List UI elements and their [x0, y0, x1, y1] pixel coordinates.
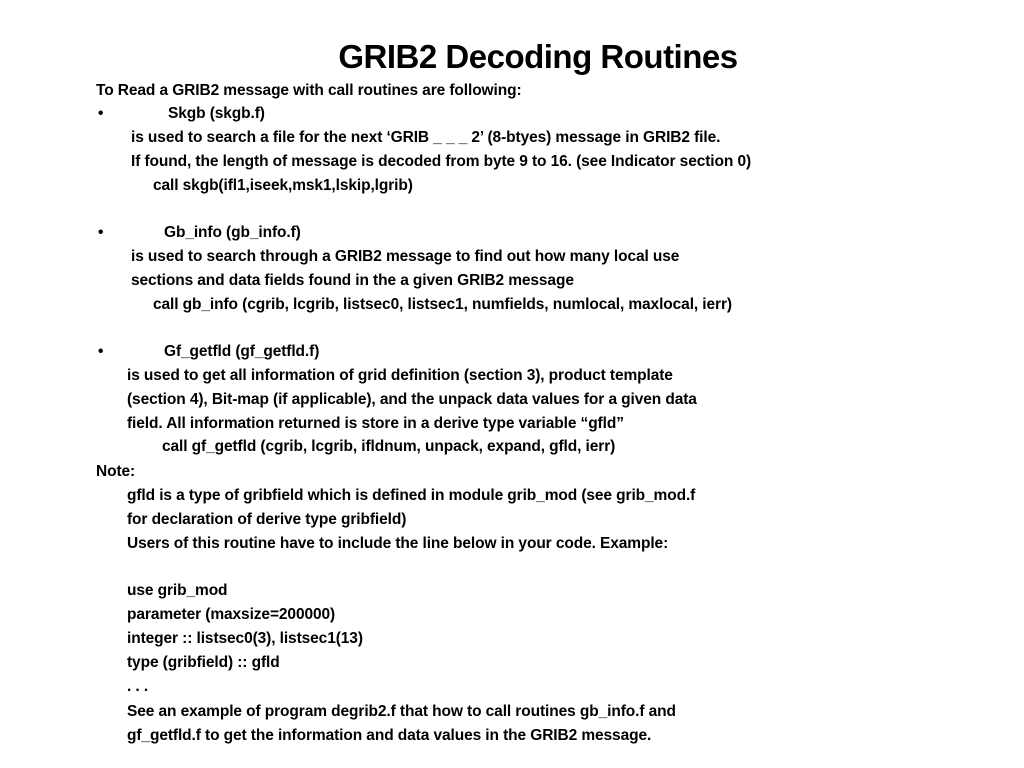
skgb-desc-2: If found, the length of message is decoded from byte 9 to 16. (see Indicator section 0): [131, 153, 752, 170]
note-line: See an example of program degrib2.f that how to call routines gb_info.f and: [127, 703, 676, 720]
skgb-name: Skgb (skgb.f): [168, 105, 265, 122]
gb-info-desc-2: sections and data fields found in the a given GRIB2 message: [131, 272, 574, 289]
slide-title: GRIB2 Decoding Routines: [338, 38, 738, 75]
gf-getfld-call: call gf_getfld (cgrib, lcgrib, ifldnum, unpack, expand, gfld, ierr): [162, 438, 616, 455]
code-ellipsis: . . .: [127, 678, 149, 695]
note-line: gfld is a type of gribfield which is defined in module grib_mod (see grib_mod.f: [127, 487, 696, 504]
code-line: integer :: listsec0(3), listsec1(13): [127, 630, 363, 647]
gf-getfld-name: Gf_getfld (gf_getfld.f): [164, 343, 320, 360]
gb-info-desc-1: is used to search through a GRIB2 message to find out how many local use: [131, 248, 680, 265]
skgb-desc-1: is used to search a file for the next ‘GRIB _ _ _ 2’ (8-btyes) message in GRIB2 file.: [131, 129, 721, 146]
note-line: Users of this routine have to include the line below in your code. Example:: [127, 535, 669, 552]
code-line: type (gribfield) :: gfld: [127, 654, 280, 671]
gf-getfld-desc-1: is used to get all information of grid definition (section 3), product template: [127, 367, 673, 384]
gf-getfld-desc-3: field. All information returned is store in a derive type variable “gfld”: [127, 415, 624, 432]
note-line: for declaration of derive type gribfield): [127, 511, 407, 528]
note-label: Note:: [96, 463, 136, 480]
code-line: use grib_mod: [127, 582, 228, 599]
bullet-gf-getfld: •: [98, 343, 104, 360]
code-line: parameter (maxsize=200000): [127, 606, 336, 623]
gb-info-name: Gb_info (gb_info.f): [164, 224, 301, 241]
note-line: gf_getfld.f to get the information and data values in the GRIB2 message.: [127, 727, 652, 744]
intro-text: To Read a GRIB2 message with call routines are following:: [96, 82, 522, 99]
skgb-call: call skgb(ifl1,iseek,msk1,lskip,lgrib): [153, 177, 413, 194]
gb-info-call: call gb_info (cgrib, lcgrib, listsec0, listsec1, numfields, numlocal, maxlocal, ierr): [153, 296, 732, 313]
bullet-gb-info: •: [98, 224, 104, 241]
gf-getfld-desc-2: (section 4), Bit-map (if applicable), and the unpack data values for a given data: [127, 391, 697, 408]
bullet-skgb: •: [98, 105, 104, 122]
